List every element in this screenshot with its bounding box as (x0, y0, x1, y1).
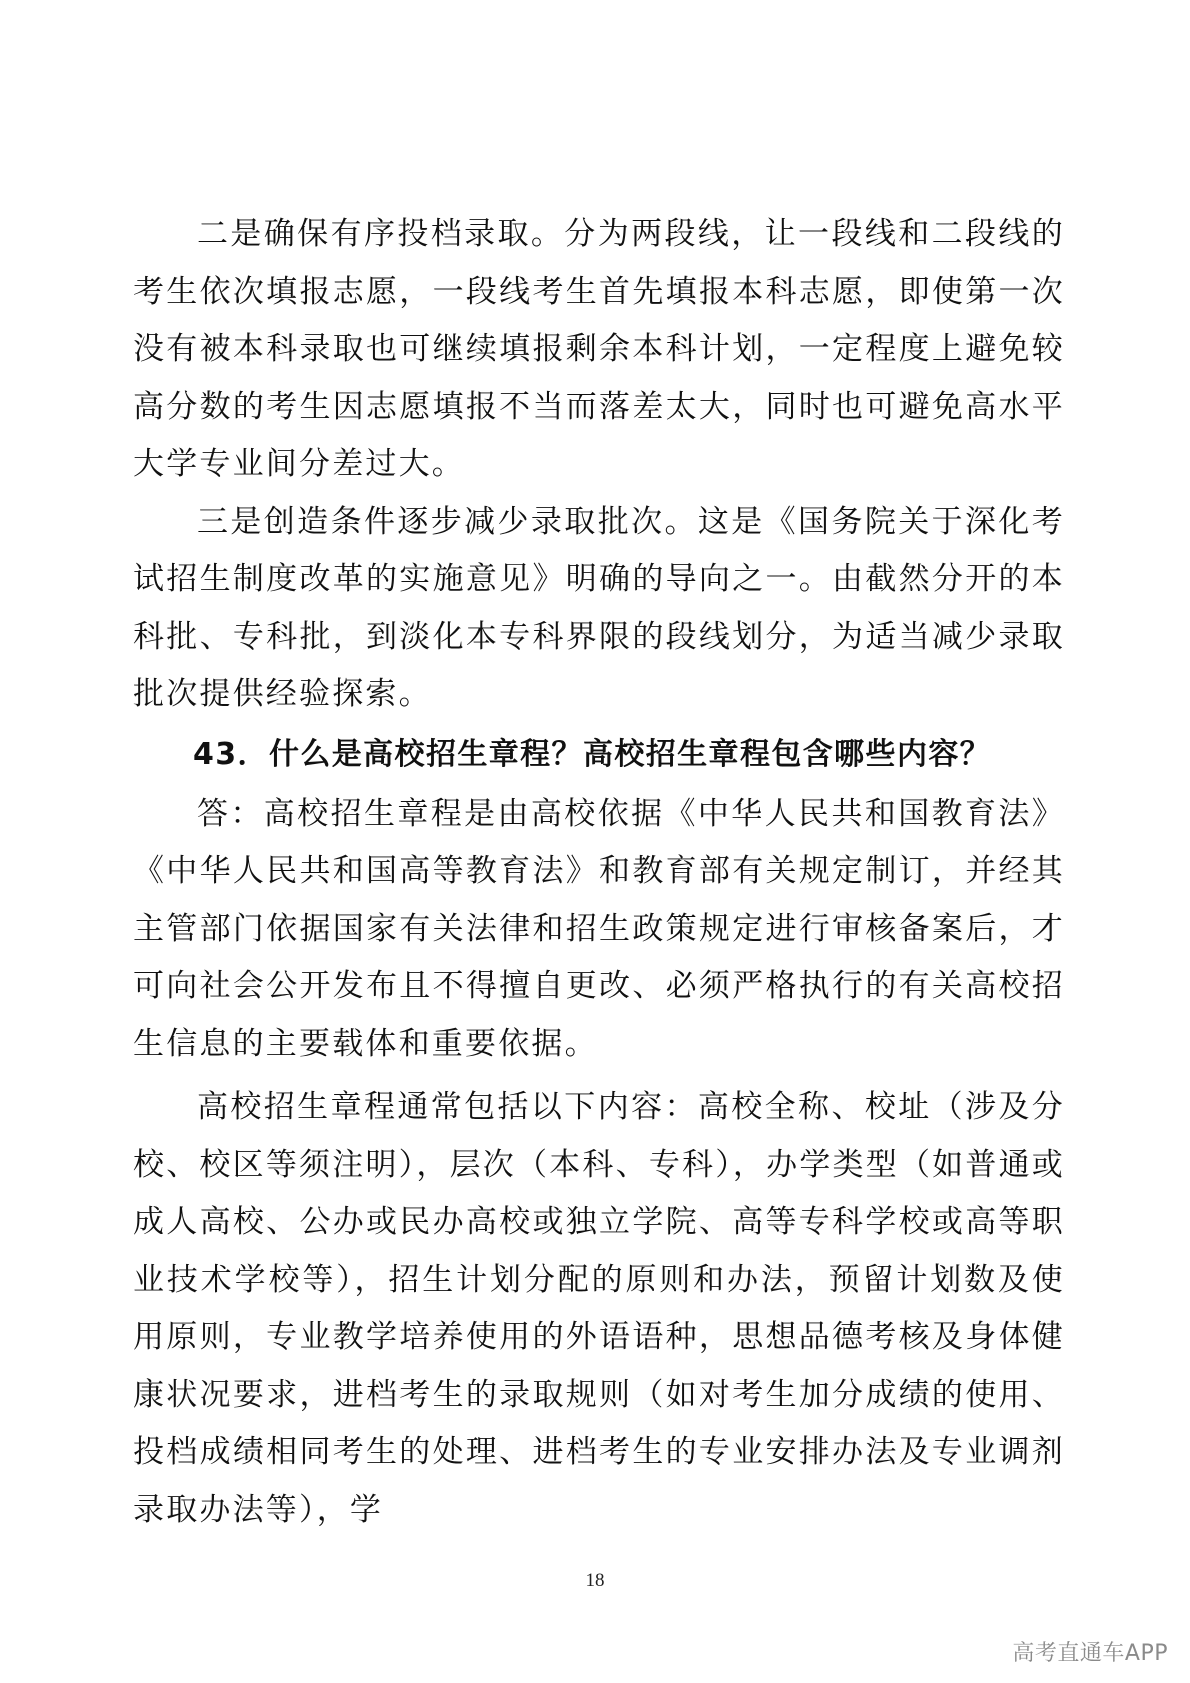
paragraph-answer-charter-definition: 答：高校招生章程是由高校依据《中华人民共和国教育法》《中华人民共和国高等教育法》和教育部有关规定制订，并经其主管部门依据国家有关法律和招生政策规定进行审核备案后，才可向社会公开发布且不得擅自更改、必须严格执行的有关高校招生信息的主要载体和重要依据。 (133, 795, 1065, 1062)
paragraph-reduce-admission-batches: 三是创造条件逐步减少录取批次。这是《国务院关于深化考试招生制度改革的实施意见》明确的导向之一。由截然分开的本科批、专科批，到淡化本专科界限的段线划分，为适当减少录取批次提供经验探索。 (133, 503, 1065, 712)
paragraph-ensure-orderly-admission: 二是确保有序投档录取。分为两段线，让一段线和二段线的考生依次填报志愿，一段线考生首先填报本科志愿，即使第一次没有被本科录取也可继续填报剩余本科计划，一定程度上避免较高分数的考生因志愿填报不当而落差太大，同时也可避免高水平大学专业间分差过大。 (133, 216, 1065, 482)
page-number: 18 (585, 1570, 605, 1591)
question-heading-43: 43．什么是高校招生章程？高校招生章程包含哪些内容？ (193, 736, 992, 772)
page-body (133, 206, 1065, 1539)
paragraph-charter-contents: 高校招生章程通常包括以下内容：高校全称、校址（涉及分校、校区等须注明），层次（本科、专科），办学类型（如普通或成人高校、公办或民办高校或独立学院、高等专科学校或高等职业技术学校等），招生计划分配的原则和办法，预留计划数及使用原则，专业教学培养使用的外语语种，思想品德考核及身体健康状况要求，进档考生的录取规则（如对考生加分成绩的使用、投档成绩相同考生的处理、进档考生的专业安排办法及专业调剂录取办法等），学 (133, 1089, 1065, 1528)
watermark-text: 高考直通车APP (1012, 1641, 1168, 1666)
